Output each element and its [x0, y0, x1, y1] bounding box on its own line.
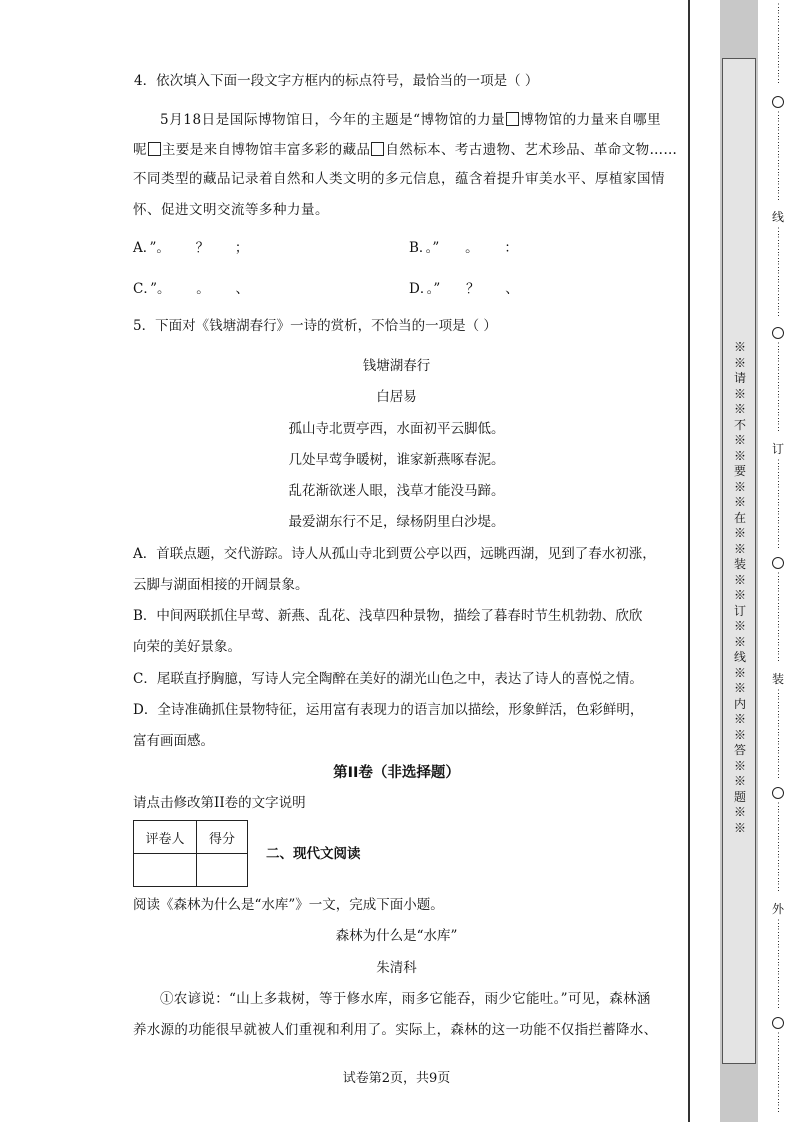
article-para1-cont: 养水源的功能很早就被人们重视和利用了。实际上，森林的这一功能不仅指拦蓄降水、: [133, 1022, 658, 1038]
dotted-line: ⋮⋮⋮⋮⋮⋮⋮⋮⋮⋮: [774, 802, 783, 893]
q5-option-a-cont: 云脚与湖面相接的开阔景象。: [133, 577, 309, 593]
poem-line: 最爱湖东行不足，绿杨阴里白沙堤。: [288, 514, 505, 530]
dotted-line: ⋮⋮⋮⋮⋮⋮⋮⋮⋮⋮: [774, 689, 783, 780]
margin-label: 线: [771, 210, 784, 224]
poem-line: 乱花渐欲迷人眼，浅草才能没马蹄。: [288, 483, 505, 499]
part2-title: 第II卷（非选择题）: [333, 765, 460, 781]
q5-option-d: D．全诗准确抓住景物特征，运用富有表现力的语言加以描绘，形象鲜活，色彩鲜明，: [133, 702, 644, 718]
no-answer-notice: ※※请※※不※※要※※在※※装※※订※※线※※内※※答※※题※※: [733, 340, 746, 835]
q4-passage-line4: 怀、促进文明交流等多种力量。: [133, 202, 329, 218]
dotted-line: ⋮⋮⋮⋮⋮⋮⋮⋮⋮⋮: [774, 227, 783, 318]
article-author: 朱清科: [376, 960, 417, 976]
cut-line-column: [768, 0, 788, 1122]
poem-title: 钱塘湖春行: [362, 358, 431, 374]
score-table: [133, 820, 248, 887]
dotted-line: ⋮⋮⋮⋮⋮⋮⋮⋮⋮: [774, 3, 783, 85]
q5-option-b-cont: 向荣的美好景象。: [133, 639, 241, 655]
article-title: 森林为什么是“水库”: [335, 928, 458, 944]
page-footer: 试卷第2页，共9页: [342, 1071, 451, 1086]
q4-passage-line1: [160, 112, 661, 128]
margin-label: 装: [771, 672, 784, 686]
margin-divider: [688, 0, 690, 1122]
blank-box: [506, 112, 519, 126]
dotted-line: ⋮⋮⋮⋮⋮⋮⋮⋮⋮⋮: [774, 572, 783, 663]
q5-option-c: C．尾联直抒胸臆，写诗人完全陶醉在美好的湖光山色之中，表达了诗人的喜悦之情。: [133, 671, 643, 687]
q5-option-b: B．中间两联抓住早莺、新燕、乱花、浅草四种景物，描绘了暮春时节生机勃勃、欣欣: [133, 608, 643, 624]
punch-hole-circle: [772, 327, 784, 339]
q5-option-d-cont: 富有画面感。: [133, 733, 214, 749]
score-label: 得分: [197, 821, 248, 854]
q4-passage-text: 博物馆的力量来自哪里: [520, 112, 662, 128]
dotted-line: ⋮⋮⋮⋮⋮⋮⋮⋮⋮⋮: [774, 342, 783, 433]
poem-line: 几处早莺争暖树，谁家新燕啄春泥。: [288, 452, 505, 468]
margin-label: 订: [771, 442, 784, 456]
q4-passage-text: 5月18日是国际博物馆日，今年的主题是“博物馆的力量: [160, 112, 506, 128]
part2-note: 请点击修改第II卷的文字说明: [133, 795, 306, 811]
poem-line: 孤山寺北贾亭西，水面初平云脚低。: [288, 421, 505, 437]
q4-option-c: C．”。 。 、: [133, 281, 249, 297]
q4-stem: 4．依次填入下面一段文字方框内的标点符号，最恰当的一项是（ ）: [134, 73, 539, 89]
margin-label: 外: [771, 902, 784, 916]
q5-option-a: A．首联点题，交代游踪。诗人从孤山寺北到贾公亭以西，远眺西湖，见到了春水初涨，: [133, 546, 656, 562]
q4-passage-text: 呢: [133, 142, 147, 158]
dotted-line: ⋮⋮⋮⋮⋮⋮⋮⋮⋮⋮: [774, 459, 783, 550]
q4-option-d: D．。” ？ 、: [409, 281, 519, 297]
reading-instruction: 阅读《森林为什么是“水库”》一文，完成下面小题。: [133, 897, 444, 913]
section-heading: 二、现代文阅读: [266, 846, 361, 862]
punch-hole-circle: [772, 96, 784, 108]
article-para1: ①农谚说：“山上多栽树，等于修水库，雨多它能吞，雨少它能吐。”可见，森林涵: [160, 991, 651, 1007]
dotted-line: ⋮⋮⋮⋮⋮⋮⋮⋮⋮⋮: [774, 111, 783, 202]
poem-author: 白居易: [376, 389, 417, 405]
punch-hole-circle: [772, 557, 784, 569]
punch-hole-circle: [772, 787, 784, 799]
q5-stem: 5．下面对《钱塘湖春行》一诗的赏析，不恰当的一项是（ ）: [133, 318, 497, 334]
grader-label: 评卷人: [134, 821, 197, 854]
grader-cell[interactable]: [134, 854, 197, 887]
score-cell[interactable]: [197, 854, 248, 887]
q4-passage-text: 主要是来自博物馆丰富多彩的藏品: [161, 142, 371, 158]
blank-box: [371, 142, 384, 156]
q4-passage-text: 自然标本、考古遗物、艺术珍品、革命文物……: [385, 142, 678, 158]
q4-passage-line2: [133, 142, 677, 158]
blank-box: [148, 142, 161, 156]
punch-hole-circle: [772, 1017, 784, 1029]
q4-passage-line3: 不同类型的藏品记录着自然和人类文明的多元信息，蕴含着提升审美水平、厚植家国情: [133, 171, 665, 187]
dotted-line: ⋮⋮⋮⋮⋮⋮⋮⋮⋮⋮: [774, 919, 783, 1010]
dotted-line: ⋮⋮⋮⋮⋮⋮⋮⋮⋮: [774, 1032, 783, 1114]
q4-option-a: A．”。 ？ ；: [133, 240, 249, 256]
q4-option-b: B．。” 。 ：: [409, 240, 518, 256]
